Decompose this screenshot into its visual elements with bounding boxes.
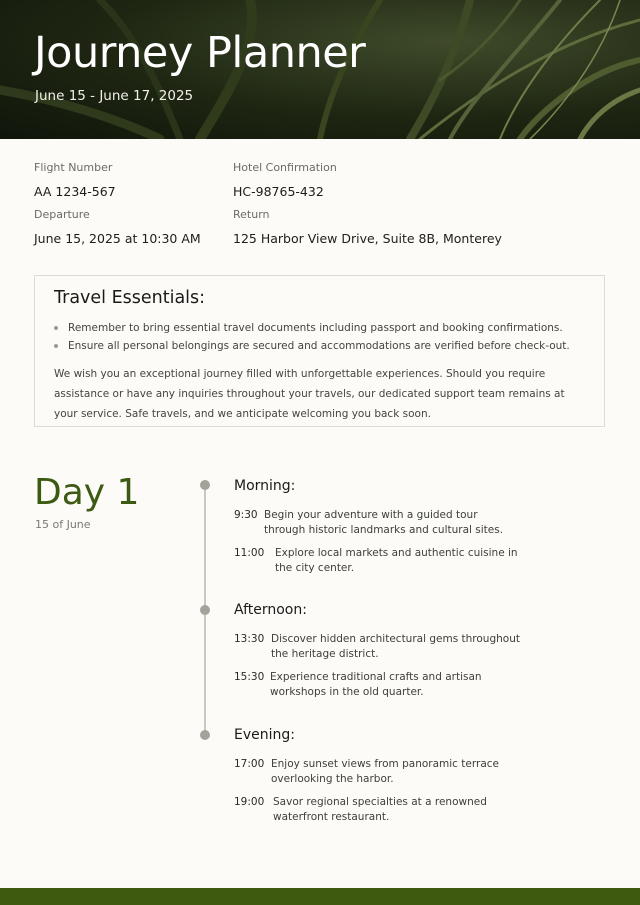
essentials-list: [54, 319, 570, 355]
event-description: Begin your adventure with a guided tour through historic landmarks and cultural sites.: [264, 509, 504, 536]
departure-value: June 15, 2025 at 10:30 AM: [34, 231, 201, 246]
event-time: 9:30: [234, 509, 258, 521]
period-morning-heading: Morning:: [234, 478, 296, 494]
flight-number-value: AA 1234-567: [34, 184, 116, 199]
list-item: [54, 319, 570, 337]
farewell-message: We wish you an exceptional journey filled with unforgettable experiences. Should you require assistance or have any inquiries throughout your travels, our dedicated support team remains at your service. Safe travels, and we anticipate welcoming you back soon.: [54, 368, 565, 420]
event-description: Discover hidden architectural gems throughout the heritage district.: [271, 633, 520, 660]
return-block: [233, 208, 502, 246]
schedule-event: [234, 757, 534, 786]
essential-item-text: Ensure all personal belongings are secured and accommodations are verified before check-out.: [68, 340, 570, 352]
header-banner: [0, 0, 640, 139]
event-time: 19:00: [234, 796, 265, 808]
flight-number-block: [34, 161, 116, 199]
day-date: 15 of June: [35, 518, 91, 531]
schedule-event: [234, 632, 534, 661]
bullet-icon: [54, 326, 58, 330]
departure-block: [34, 208, 201, 246]
bullet-icon: [54, 344, 58, 348]
schedule-event: [234, 546, 534, 575]
essential-item-text: Remember to bring essential travel documents including passport and booking confirmations.: [68, 322, 563, 334]
hotel-confirmation-block: [233, 161, 337, 199]
footer-bar: [0, 888, 640, 905]
event-time: 17:00: [234, 758, 265, 770]
period-afternoon-heading: Afternoon:: [234, 602, 307, 618]
event-description: Experience traditional crafts and artisan workshops in the old quarter.: [270, 671, 482, 698]
timeline-dot-icon: [200, 730, 210, 740]
page-title: Journey Planner: [34, 28, 366, 78]
departure-label: Departure: [34, 208, 90, 221]
trip-dates: June 15 - June 17, 2025: [35, 88, 194, 104]
schedule-event: [234, 508, 534, 537]
day-title: Day 1: [34, 472, 140, 513]
event-description: Explore local markets and authentic cuisine in the city center.: [275, 547, 518, 574]
event-time: 15:30: [234, 671, 265, 683]
event-description: Savor regional specialties at a renowned waterfront restaurant.: [273, 796, 487, 823]
travel-essentials-title: Travel Essentials:: [54, 288, 206, 308]
event-time: 13:30: [234, 633, 265, 645]
hotel-confirmation-label: Hotel Confirmation: [233, 161, 337, 174]
return-value: 125 Harbor View Drive, Suite 8B, Monterey: [233, 231, 502, 246]
schedule-event: [234, 795, 534, 824]
schedule-event: [234, 670, 534, 699]
event-time: 11:00: [234, 547, 265, 559]
flight-number-label: Flight Number: [34, 161, 113, 174]
return-label: Return: [233, 208, 270, 221]
hotel-confirmation-value: HC-98765-432: [233, 184, 324, 199]
travel-essentials-box: [34, 275, 605, 427]
period-evening-heading: Evening:: [234, 727, 295, 743]
list-item: [54, 337, 570, 355]
timeline-dot-icon: [200, 605, 210, 615]
event-description: Enjoy sunset views from panoramic terrace overlooking the harbor.: [271, 758, 499, 785]
timeline-dot-icon: [200, 480, 210, 490]
